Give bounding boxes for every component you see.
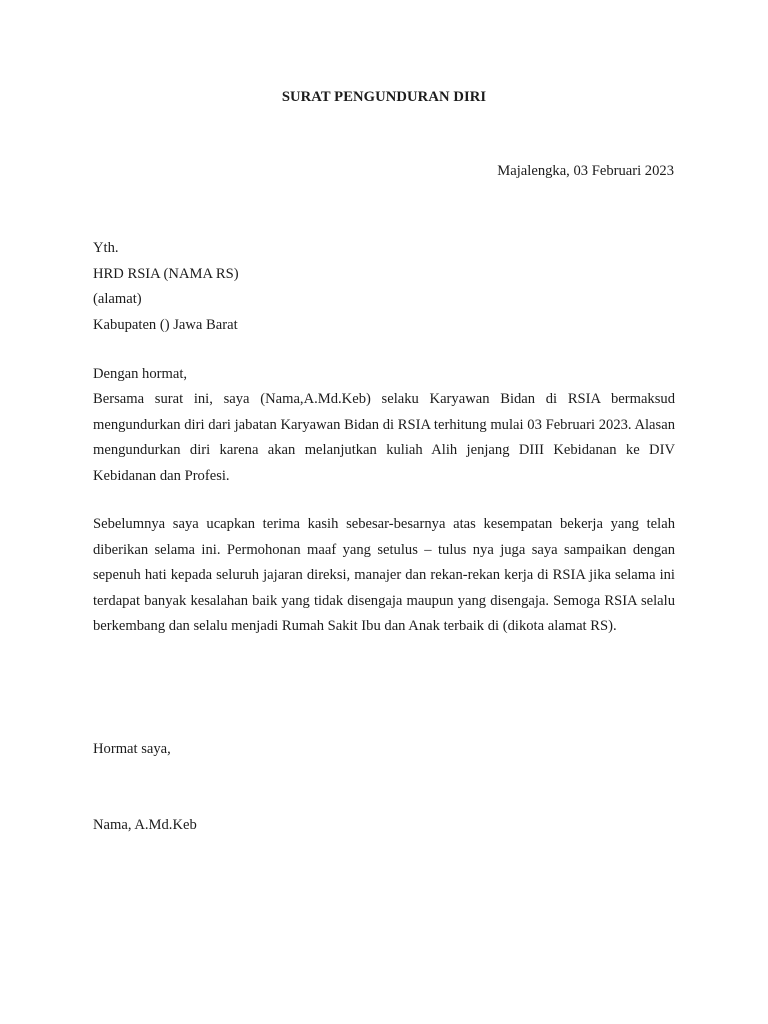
greeting: Dengan hormat,	[93, 366, 188, 382]
body-paragraph-2: Sebelumnya saya ucapkan terima kasih sebesar-besarnya atas kesempatan bekerja yang telah diberikan selama ini. Permohonan maaf yang setulus – tulus nya juga saya sampaikan dengan sepenuh hati kepada seluruh jajaran direksi, manajer dan rekan-rekan kerja di RSIA jika selama ini terdapat banyak kesalahan baik yang tidak disengaja maupun yang disengaja. Semoga RSIA selalu berkembang dan selalu menjadi Rumah Sakit Ibu dan Anak terbaik di (dikota alamat RS).	[93, 516, 675, 634]
place-date: Majalengka, 03 Februari 2023	[497, 163, 674, 179]
closing: Hormat saya,	[93, 741, 171, 757]
recipient-address: (alamat)	[93, 291, 142, 307]
signer-name: Nama, A.Md.Keb	[93, 817, 197, 833]
recipient-region: Kabupaten () Jawa Barat	[93, 316, 238, 333]
recipient-salutation: Yth.	[93, 240, 119, 256]
letter-title: SURAT PENGUNDURAN DIRI	[281, 89, 487, 105]
body-paragraph-1: Bersama surat ini, saya (Nama,A.Md.Keb) selaku Karyawan Bidan di RSIA bermaksud mengundurkan diri dari jabatan Karyawan Bidan di RSIA terhitung mulai 03 Februari 2023. Alasan mengundurkan diri karena akan melanjutkan kuliah Alih jenjang DIII Kebidanan ke DIV Kebidanan dan Profesi.	[93, 391, 675, 484]
recipient-block	[93, 236, 239, 338]
recipient-name: HRD RSIA (NAMA RS)	[93, 265, 239, 282]
